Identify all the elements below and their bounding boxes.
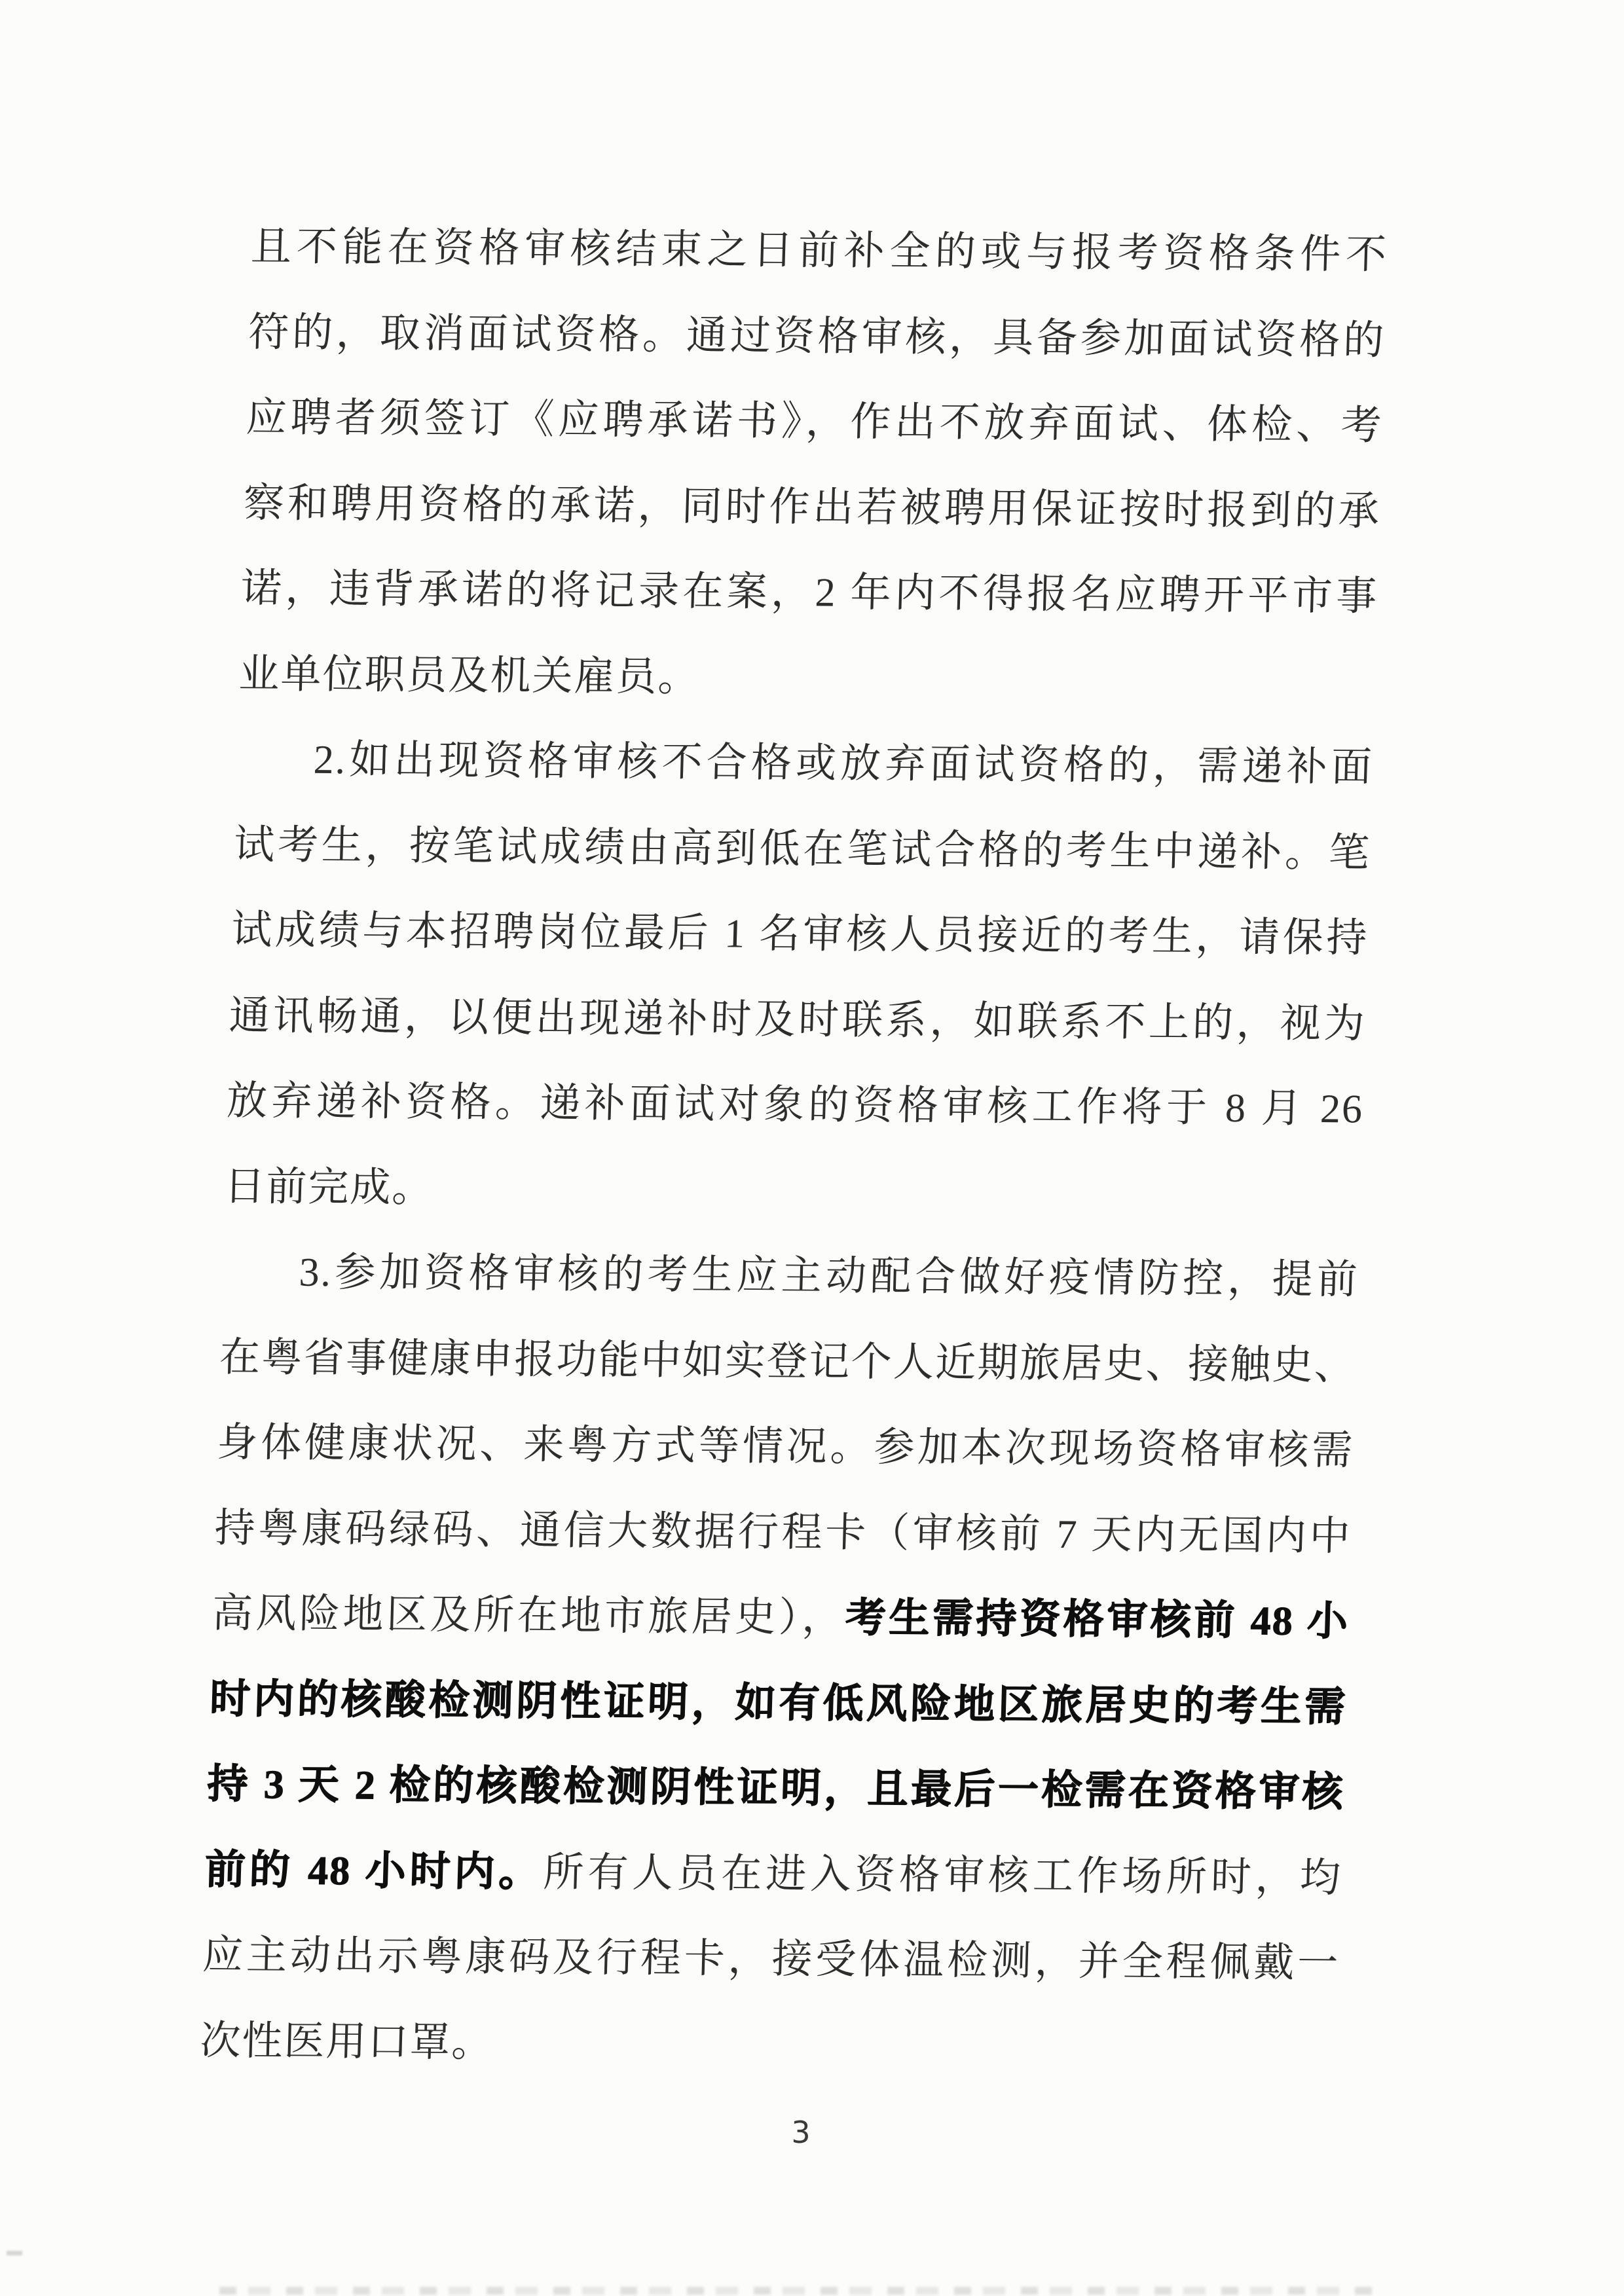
text-line bbox=[204, 1848, 1342, 1902]
text-segment: 次性医用口罩。 bbox=[199, 2018, 494, 2066]
next-page-bleed-through bbox=[219, 2287, 1382, 2295]
text-line bbox=[250, 224, 1388, 278]
text-segment: 通讯畅通，以便出现递补时及时联系，如联系不上的，视为 bbox=[228, 993, 1367, 1047]
text-segment: 试成绩与本招聘岗位最后 1 名审核人员接近的考生，请保持 bbox=[231, 907, 1369, 961]
text-line bbox=[233, 822, 1371, 877]
text-line bbox=[207, 1762, 1345, 1816]
text-segment: 察和聘用资格的承诺，同时作出若被聘用保证按时报到的承 bbox=[242, 481, 1381, 534]
text-line bbox=[229, 993, 1367, 1048]
text-line bbox=[200, 2018, 1338, 2073]
text-segment: 试考生，按笔试成绩由高到低在笔试合格的考生中递补。笔 bbox=[233, 822, 1372, 876]
text-line bbox=[231, 907, 1369, 962]
document-body-text bbox=[193, 0, 1395, 2296]
bold-text-segment: 前的 48 小时内。 bbox=[204, 1848, 544, 1895]
text-segment: 应主动出示粤康码及行程卡，接受体温检测，并全程佩戴一 bbox=[202, 1933, 1340, 1986]
text-line bbox=[223, 1164, 1361, 1218]
text-segment: 且不能在资格审核结束之日前补全的或与报考资格条件不 bbox=[250, 224, 1388, 278]
text-segment: 日前完成。 bbox=[223, 1164, 435, 1211]
text-segment: 3.参加资格审核的考生应主动配合做好疫情防控，提前 bbox=[298, 1250, 1359, 1303]
text-segment: 符的，取消面试资格。通过资格审核，具备参加面试资格的 bbox=[248, 310, 1386, 363]
text-line bbox=[216, 1420, 1354, 1474]
text-line bbox=[221, 1249, 1359, 1303]
text-line bbox=[248, 310, 1386, 364]
text-line bbox=[202, 1933, 1340, 1987]
text-line bbox=[219, 1335, 1357, 1389]
bold-text-segment: 持 3 天 2 检的核酸检测阴性证明，且最后一检需在资格审核 bbox=[206, 1762, 1345, 1815]
page-number: 3 bbox=[791, 2115, 811, 2150]
text-line bbox=[246, 395, 1384, 449]
text-line bbox=[240, 566, 1378, 620]
text-line bbox=[214, 1506, 1352, 1560]
text-line bbox=[238, 651, 1376, 706]
scan-speck bbox=[7, 2251, 22, 2255]
text-line bbox=[212, 1591, 1350, 1645]
text-segment: 诺，违背承诺的将记录在案，2 年内不得报名应聘开平市事 bbox=[240, 566, 1379, 619]
text-segment: 2.如出现资格审核不合格或放弃面试资格的，需递补面 bbox=[312, 737, 1374, 790]
text-segment: 在粤省事健康申报功能中如实登记个人近期旅居史、接触史、 bbox=[219, 1335, 1357, 1389]
text-segment: 高风险地区及所在地市旅居史）， bbox=[212, 1591, 846, 1641]
text-line bbox=[236, 737, 1374, 791]
text-line bbox=[226, 1078, 1364, 1133]
text-segment: 身体健康状况、来粤方式等情况。参加本次现场资格审核需 bbox=[216, 1420, 1355, 1474]
text-segment: 应聘者须签订《应聘承诺书》，作出不放弃面试、体检、考 bbox=[245, 395, 1384, 448]
text-line bbox=[209, 1677, 1347, 1731]
text-segment: 放弃递补资格。递补面试对象的资格审核工作将于 8 月 26 bbox=[226, 1078, 1365, 1132]
text-segment: 所有人员在进入资格审核工作场所时，均 bbox=[542, 1850, 1342, 1901]
bold-text-segment: 时内的核酸检测阴性证明，如有低风险地区旅居史的考生需 bbox=[209, 1677, 1348, 1730]
text-segment: 持粤康码绿码、通信大数据行程卡（审核前 7 天内无国内中 bbox=[213, 1506, 1352, 1559]
text-segment: 业单位职员及机关雇员。 bbox=[238, 651, 701, 701]
text-line bbox=[243, 481, 1381, 535]
bold-text-segment: 考生需持资格审核前 48 小 bbox=[845, 1595, 1350, 1645]
